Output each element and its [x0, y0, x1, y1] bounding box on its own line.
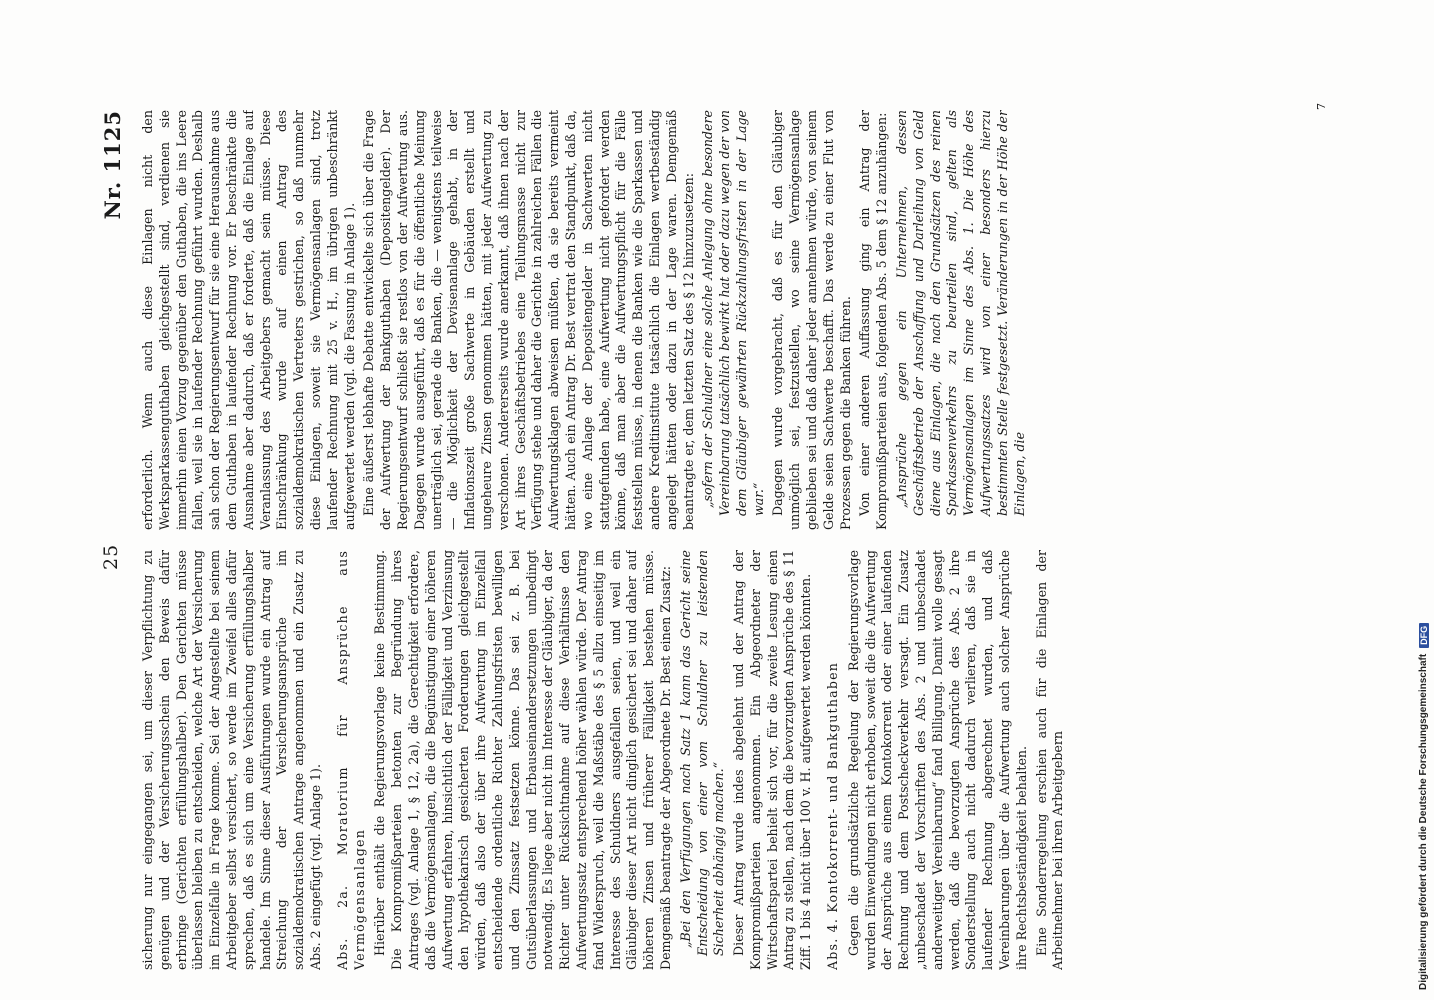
signature-mark: 7 [1315, 103, 1328, 110]
paragraph: erforderlich. Wenn auch diese Einlagen nicht den Werksparkassenguthaben gleichgestellt sind, verdienen sie immerhin einen Vorzug gegenüber den Guthaben, die ins Leere fallen, weil sie in laufender Rechnung geführt wurden. Deshalb sah schon der Regierungsentwurf für sie eine Herausnahme aus dem Guthaben in laufender Rechnung vor. Er beschränkte die Ausnahme aber dadurch, daß er forderte, daß die Einlage auf Veranlassung des Arbeitgebers gemacht sein müsse. Diese Einschränkung wurde auf einen Antrag des sozialdemokratischen Vertreters gestrichen, so daß nunmehr diese Einlagen, soweit sie Vermögensanlagen sind, trotz laufender Rechnung mit 25 v. H., im übrigen unbeschränkt aufgewertet werden (vgl. die Fassung in Anlage 1). [140, 110, 357, 530]
credit-text: Digitalisierung gefördert durch die Deutsche Forschungsgemeinschaft [1418, 653, 1429, 990]
paragraph: Eine äußerst lebhafte Debatte entwickelte sich über die Frage der Aufwertung der Bankguthaben (Depositengelder). Der Regierungsentwurf schließt sie restlos von der Aufwertung aus. Dagegen wurde ausgeführt, daß es für die öffentliche Meinung unerträglich sei, gerade die Banken, die — wenigstens teilweise — die Möglichkeit der Devisenanlage gehabt, in der Inflationszeit große Sachwerte in Gebäuden erstellt und ungeheure Zinsen genommen hätten, mit jeder Aufwertung zu verschonen. Andererseits wurde anerkannt, daß ihnen nach der Art ihres Geschäftsbetriebes eine Teilungsmasse nicht zur Verfügung stehe und daher die Gerichte in zahlreichen Fällen die Aufwertungsklagen abweisen müßten, da sie bereits vermeint hätten. Auch ein Antrag Dr. Best vertrat den Standpunkt, daß da, wo eine Anlage der Depositengelder in Sachwerten nicht stattgefunden habe, eine Aufwertung nicht gefordert werden könne, daß man aber die Aufwertungspflicht für die Fälle feststellen müsse, in denen die Banken wie die Sparkassen und andere Kreditinstitute tatsächlich die Einlagen wertbeständig angelegt hätten oder dazu in der Lage waren. Demgemäß beantragte er, dem letzten Satz des § 12 hinzuzusetzen: [361, 110, 696, 530]
paragraph: Dagegen wurde vorgebracht, daß es für den Gläubiger unmöglich sei, festzustellen, wo seine Vermögensanlage geblieben sei und daß daher jeder annehmen würde, von seinem Gelde seien Sachwerte beschafft. Das werde zu einer Flut von Prozessen gegen die Banken führen. [770, 110, 853, 530]
page-number: 25 [100, 543, 122, 570]
paragraph: Gegen die grundsätzliche Regelung der Regierungsvorlage wurden Einwendungen nicht erhoben, soweit die die Aufwertung der Ansprüche aus einem Kontokorrent oder einer laufenden Rechnung und dem Postscheckverkehr versagt. Ein Zusatz „unbeschadet der Vorschriften des Abs. 2 und unbeschadet anderweitiger Vereinbarung“ fand Billigung. Damit wolle gesagt werden, daß die bevorzugten Ansprüche des Abs. 2 ihre Sonderstellung auch nicht dadurch verlieren, daß sie in laufender Rechnung abgerechnet wurden, und daß Vereinbarungen über die Aufwertung auch solcher Ansprüche ihre Rechtsbeständigkeit behalten. [845, 550, 1029, 970]
paragraph: sicherung nur eingegangen sei, um dieser Verpflichtung zu genügen und der Versicherungsschein den Beweis dafür erbringe (Gerichten erfüllungshalber). Den Gerichten müsse überlassen bleiben zu entscheiden, welche Art der Versicherung im Einzelfalle in Frage komme. Sei der Angestellte bei seinem Arbeitgeber selbst versichert, so werde im Zweifel alles dafür sprechen, daß es sich um eine Versicherung erfüllungshalber handele. Im Sinne dieser Ausführungen wurde ein Antrag auf Streichung der Versicherungsansprüche im sozialdemokratischen Antrage angenommen und ein Zusatz zu Abs. 2 eingefügt (vgl. Anlage 1). [140, 550, 323, 970]
document-number: Nr. 1125 [100, 110, 125, 220]
quoted-amendment: „sofern der Schuldner eine solche Anlegung ohne besondere Vereinbarung tatsächlich bewirkt hat oder dazu wegen der von dem Gläubiger gewährten Rückzahlungsfristen in der Lage war.“ [700, 110, 766, 516]
paragraph: Eine Sonderregelung erschien auch für die Einlagen der Arbeitnehmer bei ihren Arbeitgebern [1033, 550, 1066, 970]
dfg-logo-icon: DFG [1419, 623, 1429, 648]
section-heading: Abs. 2a. Moratorium für Ansprüche aus Vermögensanlagen [334, 550, 367, 970]
paragraph: Hierüber enthält die Regierungsvorlage keine Bestimmung. Die Kompromißparteien betonten zur Begründung ihres Antrages (vgl. Anlage 1, § 12, 2a), die Gerechtigkeit erfordere, daß die Vermögensanlagen, die die Begünstigung einer höheren Aufwertung erfahren, hinsichtlich der Fälligkeit und Verzinsung den hypothekarisch gesicherten Forderungen gleichgestellt würden, daß also der über ihre Aufwertung im Einzelfall entscheidende ordentliche Richter Zahlungsfristen bewilligen und den Zinssatz festsetzen könne. Das sei z. B. bei Gutsüberlassungen und Erbauseinandersetzungen unbedingt notwendig. Es liege aber nicht im Interesse der Gläubiger, da der Richter unter Rücksichtnahme auf diese Verhältnisse den Aufwertungssatz entsprechend höher wählen würde. Der Antrag fand Widerspruch, weil die Maßstäbe des § 5 allzu einseitig im Interesse des Schuldners ausgefallen seien, und weil ein Gläubiger dieser Art nicht dinglich gesichert sei und daher auf höheren Zinsen und früherer Fälligkeit bestehen müsse. Demgemäß beantragte der Abgeordnete Dr. Best einen Zusatz: [372, 550, 673, 970]
paragraph: Von einer anderen Auffassung ging ein Antrag der Kompromißparteien aus, folgenden Abs. 5 dem § 12 anzuhängen: [857, 110, 890, 530]
page-header [100, 90, 140, 970]
right-column [140, 110, 1330, 530]
section-heading: Abs. 4. Kontokorrent- und Bankguthaben [825, 661, 841, 970]
quoted-amendment: „Bei den Verfügungen nach Satz 1 kann das Gericht seine Entscheidung von einer vom Schuldner zu leistenden Sicherheit abhängig machen.“ [677, 550, 727, 956]
quoted-amendment: „Ansprüche gegen ein Unternehmen, dessen Geschäftsbetrieb der Anschaffung und Darleihung von Geld diene aus Einlagen, die nach den Grundsätzen des reinen Sparkassenverkehrs zu beurteilen sind, gelten als Vermögensanlagen im Sinne des Abs. 1. Die Höhe des Aufwertungssatzes wird von einer besonders hierzu bestimmten Stelle festgesetzt. Veränderungen in der Höhe der Einlagen, die [894, 110, 1027, 516]
digitization-credit [1418, 623, 1429, 990]
text-columns [140, 90, 1330, 970]
left-column [140, 550, 1330, 970]
rotated-page [100, 90, 1335, 970]
paragraph: Dieser Antrag wurde indes abgelehnt und der Antrag der Kompromißparteien angenommen. Ein Abgeordneter der Wirtschaftspartei behielt sich vor, für die zweite Lesung einen Antrag zu stellen, nach dem die bevorzugten Ansprüche des § 11 Ziff. 1 bis 4 nicht über 100 v. H. aufgewertet werden könnten. [731, 550, 814, 970]
